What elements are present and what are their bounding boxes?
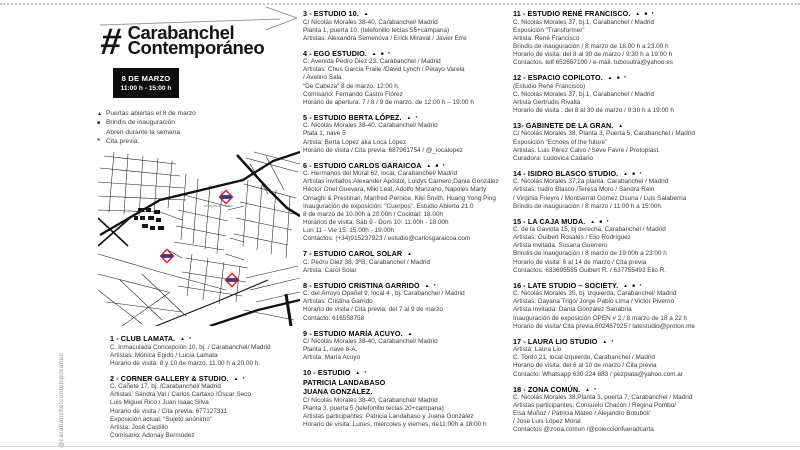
listing-line: Artista: María Acuyo xyxy=(303,354,361,362)
listing-item xyxy=(303,113,518,155)
listing-line: C/ Nicolás Morales 38-40, Carabanchel/ Madrid xyxy=(303,396,438,404)
listing-symbols-icon: ▲ ■ * xyxy=(607,75,628,81)
legend-bullet-icon: * xyxy=(97,137,101,147)
listing-line: Contacto: 616558758 xyxy=(303,314,365,322)
legend-row xyxy=(97,137,196,146)
listing-line: C. Nicolás Morales 38,Planta 3, puerta 7, Carabanchel / Madrid xyxy=(513,394,693,402)
map-streets xyxy=(98,152,300,326)
listing-line: Contacto: Whatsapp 630 224 883 / pezplata@yahoo.com.ar xyxy=(513,370,683,378)
listing-title-text: 12 - ESPACIO COPILOTO. xyxy=(513,73,603,83)
listing-line: Contactos. telf 652667100 / e-mail. tubosutra@yahoo.es xyxy=(513,58,673,66)
listing-title xyxy=(513,9,798,19)
metro-station-label: Marqués de Vadillo xyxy=(204,204,233,208)
listing-line: Artistas: Dayana Trigo/ Jorge Pablo Lima / Victor Piverno xyxy=(513,298,675,306)
listing-line: “De Cabeza” 8 de marzo. 12:00 h. xyxy=(303,82,400,90)
listing-line: Artistas: Isidro Blasco /Teresa Moro / Sandra Rein xyxy=(513,186,655,194)
listing-line: C/ Nicolás Morales 38-40, Carabanchel/ Madrid xyxy=(303,338,438,346)
listing-line: Artista: Carol Solar xyxy=(303,266,357,274)
listing-line: Horario de visita: del 8 al 30 de marzo / 9:30 h a 19:00 h xyxy=(513,50,673,58)
listing-symbols-icon: ▲ * xyxy=(585,386,598,392)
listing-line: Planta 3, puerta 5 (telefonillo teclas 20+campana) xyxy=(303,405,444,412)
listing-symbols-icon: ▲ xyxy=(407,251,414,257)
listing-symbols-icon: ▲ * xyxy=(602,338,615,344)
listing-title-text: 15 - LA CAJA MUDA. xyxy=(513,216,586,226)
listing-line: Artista Invitada: Dania González Sanabria xyxy=(513,306,632,314)
listing-title-text: 3 - ESTUDIO 10. xyxy=(303,9,359,18)
listing-title xyxy=(513,281,798,291)
title-lines xyxy=(127,22,265,58)
social-handle: @carabanchelcontemporaneo xyxy=(58,352,65,448)
listing-line: C/ Nicolás Morales 38, Planta 3, Puerta 5, Carabanchel / Madrid xyxy=(513,130,695,138)
listing-line: C. Cañete 17, bj. /Carabanchel/ Madrid xyxy=(110,383,221,391)
listing-item xyxy=(513,281,798,331)
listing-line: Artistas: Mónica Egido / Lucía Lamata xyxy=(110,351,218,359)
listing-line: Artista Gertrudis Rivalta xyxy=(513,98,581,106)
title-line1: Carabanchel xyxy=(127,22,235,43)
listing-line: Planta 1, puerta 10. (telefonillo teclas 55+campana) xyxy=(303,26,450,34)
listing-line: C. Tordo 21, local izquierdo, Carabanchel / Madrid xyxy=(513,354,655,362)
listing-line: C. Nicolás Morales 37,2a planta. Carabanchel / Madrid xyxy=(513,178,669,186)
metro-logo xyxy=(160,249,173,262)
legend-bullet-icon: ■ xyxy=(97,119,101,126)
listing-symbols-icon: ▲ xyxy=(363,11,370,16)
listing-line: Exposición actual. “Sujeto anónimo” xyxy=(110,415,212,423)
listing-line: Artistas: Sandra Val / Carlos Cartaxo /Óscar Seco xyxy=(110,391,251,399)
listing-title-text: 18 - ZONA COMÚN. xyxy=(513,384,581,394)
listing-line: Contactos @zona.comun /@coleccionfueradcarta xyxy=(513,426,654,434)
legend xyxy=(97,109,196,146)
listing-line: Exposición “Transformer” xyxy=(513,26,585,34)
listing-line: Comisario: Adonay Bermúdez xyxy=(110,431,195,439)
metro-logo xyxy=(225,273,238,286)
listing-line: C. Nicolás Morales 38-40. Carabanchel/ Madrid xyxy=(303,122,438,130)
listing-line: Artistas. Luis Pérez Calvo / Séve Favre / Protoplast. xyxy=(513,146,661,154)
listing-item xyxy=(110,334,310,368)
listing-line: Artista: José Castillo xyxy=(110,423,168,431)
listing-line: Horario de visita: 8 y 10 de marzo. 11.00 h a 20.00 h. xyxy=(110,359,261,367)
listing-line: Horario de apertura. 7 / 8 / 9 de marzo. de 12:00 h – 19:00 h xyxy=(303,98,474,106)
listing-item xyxy=(303,368,518,429)
listing-line: Horario de visita / Cita previa. 687961754 / @_localopez xyxy=(303,146,463,154)
listing-line: Horario de visita: del 6 al 10 de marzo / Cita previa xyxy=(513,362,657,370)
listing-line: Artista: Laura Lio xyxy=(513,346,562,354)
listing-title xyxy=(513,73,798,83)
listing-line: Plata 1, nave 5 xyxy=(303,130,346,138)
listing-line: Elsa Muñoz / Patricia Mateo / Alejandro Botubol/ xyxy=(513,410,650,418)
listing-item xyxy=(303,281,518,323)
listing-title-extra: PATRICIA LANDABASO xyxy=(303,377,386,387)
listing-line: Inauguración de exposición: “Cuerpos”. Estudio Abierto 21.0 xyxy=(303,202,474,210)
listing-line: Lun 11 - Vie 15: 15.00h - 19.00h xyxy=(303,226,395,234)
listing-line: Inauguración de exposición OPEN # 2 / 8 marzo de 18 a 22 h xyxy=(513,314,688,322)
listing-line: Horario de visita / Cita previa: del 7 al 9 de marzo xyxy=(303,306,443,314)
street-map xyxy=(98,150,300,326)
listing-item xyxy=(513,121,798,163)
listing-item xyxy=(513,9,798,67)
page-title xyxy=(98,21,265,62)
listing-title-text: 4 - EGO ESTUDIO. xyxy=(303,48,367,58)
listing-item xyxy=(513,217,798,275)
listings-column-middle xyxy=(303,9,518,435)
listing-line: Brindis de inauguración / 8 marzo de 18.00 h a 23.00 h xyxy=(513,42,669,50)
listing-line: Horarios de visita: Sáb 9 - Dom 10: 11.00h - 18.00h xyxy=(303,218,449,226)
listing-symbols-icon: ▲ ■ * xyxy=(635,11,656,16)
listing-symbols-icon: ▲ * xyxy=(424,282,438,288)
map-main-roads xyxy=(98,152,300,326)
listing-symbols-icon: ▲ * xyxy=(355,370,368,376)
legend-label: Brindis de inauguración xyxy=(106,119,175,127)
listing-item xyxy=(513,385,798,435)
listing-line: Exposición “Echoes of the future” xyxy=(513,138,608,146)
listing-line: Horario de visita / Cita previa. 677127311 xyxy=(110,407,228,415)
listing-title xyxy=(110,334,310,344)
listing-line: Artistas: Guibert Rosales / Elio Rodríguez xyxy=(513,234,631,242)
listing-line: 8 de marzo de 10.00h a 20.00h / Cocktail: 18.00h xyxy=(303,210,443,218)
listing-line: Contactos: 633695585 Guibert R. / 637755493 Elio R. xyxy=(513,266,667,274)
listing-line: Luis Miguel Rico / Juan Isaac Silva xyxy=(110,399,209,407)
listing-line: / Avelino Sala xyxy=(303,74,342,82)
listing-line: C/ Nicolás Morales 38-40, Carabanchel/ Madrid xyxy=(303,18,438,26)
listing-line: Artistas participantes: Patricia Landabaso y Juana González xyxy=(303,413,474,421)
listing-line: C. del Arroyo Opañel 9, local 4 , bj. Carabanchel / Madrid xyxy=(303,290,465,298)
legend-row xyxy=(97,128,196,137)
listing-item xyxy=(513,73,798,115)
listing-item xyxy=(303,9,518,43)
listing-symbols-icon: ▲ * xyxy=(180,336,193,341)
legend-row xyxy=(97,109,196,118)
listing-symbols-icon: ▲ * xyxy=(233,375,247,381)
listing-title-text: 8 - ESTUDIO CRISTINA GARRIDO xyxy=(303,280,420,290)
listing-title-extra: JUANA GONZÁLEZ. xyxy=(303,387,373,397)
listing-symbols-icon: ▲ ■ * xyxy=(371,50,392,56)
listing-title xyxy=(303,249,518,259)
listing-title xyxy=(513,169,798,179)
listing-title-text: 13- GABINETE DE LA GRAN. xyxy=(513,120,614,130)
listing-line: Artista: René Francisco xyxy=(513,34,580,42)
listing-symbols-icon: ▲ ■ * xyxy=(426,162,447,168)
listing-title xyxy=(303,329,518,339)
listing-symbols-icon: ▲ * xyxy=(406,114,420,120)
metro-logo xyxy=(219,190,232,203)
listing-title-text: 7 - ESTUDIO CAROL SOLAR xyxy=(303,249,403,259)
listing-line: C. Nicolás Morales 35, bj. izquierda, Carabanchel/ Madrid xyxy=(513,290,677,298)
listing-line: Ornaghi & Prestinari, Manfred Pernice, Kiki Smith, Huang Yong Ping xyxy=(303,194,496,202)
legend-label: Cita previa. xyxy=(106,138,140,146)
listing-line: Brindis de inauguración / 8 marzo / 11:00 h a 15:00h xyxy=(513,202,662,210)
listing-symbols-icon: ▲ xyxy=(407,330,414,336)
listing-item xyxy=(303,329,518,363)
listing-line: / Virginia Frieyro / Montserrat Gómez Osuna / Luis Salaberria xyxy=(513,194,687,202)
listings-column-left xyxy=(110,334,310,446)
listing-symbols-icon: ▲ xyxy=(618,122,625,128)
listing-line: Artista: Berta López aka Loca López xyxy=(303,138,407,146)
legend-label: Puertas abiertas el 8 de marzo xyxy=(106,110,196,118)
legend-row xyxy=(97,118,196,127)
listing-title-text: 11 - ESTUDIO RENÉ FRANCISCO. xyxy=(513,9,631,18)
listing-line: Horario de visita: 6 al 14 de marzo / Cita previa xyxy=(513,258,647,266)
listing-title xyxy=(513,385,798,395)
listing-title-text: 9 - ESTUDIO MARÍA ACUYO. xyxy=(303,328,403,338)
listing-title-text: 10 - ESTUDIO xyxy=(303,368,351,378)
listing-title xyxy=(513,217,798,227)
listing-title xyxy=(303,161,518,171)
listing-line: Artistas: Alexandra Semenova / Erick Miraval / Javier Erre xyxy=(303,34,467,42)
hours-text: 11:00 h - 15:00 h xyxy=(120,84,172,92)
listing-line: Curadora: Ludovica Cadario xyxy=(513,154,593,162)
listing-item xyxy=(513,337,798,379)
listing-title-text: 14 - ISIDRO BLASCO STUDIO. xyxy=(513,168,619,178)
listing-line: C. Pedro Diez 38, 3ºB, Carabanchel / Madrid xyxy=(303,258,431,266)
listing-item xyxy=(110,374,310,440)
listing-line: Planta 1, nave 8-A. xyxy=(303,346,358,354)
date-box xyxy=(113,68,179,98)
listing-item xyxy=(513,169,798,211)
hashtag-glyph: # xyxy=(98,21,124,62)
listing-line: Comisario: Fernando Castro Flórez xyxy=(303,90,403,98)
listing-symbols-icon: ▲ ■ * xyxy=(590,218,611,224)
listing-line: C. Nicolás Morales 37, bj.1, Carabanchel / Madrid xyxy=(513,18,655,26)
listing-item xyxy=(303,249,518,275)
legend-bullet-icon: ▲ xyxy=(97,110,102,117)
listing-line: / Jose Luis López Moral xyxy=(513,418,581,426)
listing-line: Contactos: (+34)915237923 / estudio@carlosgaraicoa.com xyxy=(303,234,471,242)
listing-line: (Estudio René Francisco) xyxy=(513,82,586,90)
listing-title xyxy=(303,9,518,19)
listing-line: Horario de visita. Lunes, miércoles y viernes, de11:00h a 18:00 h xyxy=(303,421,487,429)
listing-title xyxy=(303,113,518,123)
listing-symbols-icon: ▲ ■ * xyxy=(623,282,643,288)
listing-line: Artistas: Cristina Garrido xyxy=(303,298,373,306)
listing-title xyxy=(303,368,518,378)
map-buildings xyxy=(134,208,164,230)
listing-line: Artistas participantes: Consuelo Chacón / Regina Pombo/ xyxy=(513,402,677,410)
listing-line: Héctor Onel Guevara, Miki Leal, Adolfo Manzano, Napoles Marty xyxy=(303,186,487,194)
listing-title-text: 6 - ESTUDIO CARLOS GARAICOA xyxy=(303,160,422,170)
listing-title xyxy=(303,281,518,291)
listings-column-right xyxy=(513,9,798,441)
title-line2: Contemporáneo xyxy=(127,36,265,58)
listing-line: C. Inmaculada Concepción 10, bj. / Carabanchel/ Madrid xyxy=(110,343,271,351)
listing-line: Artistas: Chus García Fraile /David Lynch / Pelayo Varela xyxy=(303,66,465,74)
listing-title-text: 17 - LAURA LIO STUDIO xyxy=(513,336,598,346)
listing-title xyxy=(513,121,798,131)
listing-line: C. Hermanos del Moral 62, local, Carabanchel/ Madrid xyxy=(303,170,458,178)
date-text: 8 DE MARZO xyxy=(121,74,171,84)
listing-line: Brindis de inauguración / 8 marzo de 19:00h a 23:00 h xyxy=(513,250,667,258)
listing-title-text: 2 - CORNER GALLERY & STUDIO. xyxy=(110,373,229,383)
listing-item xyxy=(303,161,518,243)
listing-title xyxy=(513,337,798,347)
listing-line: C. de la Gaviota 15, bj derecha, Carabanchel / Madrid xyxy=(513,226,666,234)
listing-title-text: 5 - ESTUDIO BERTA LÓPEZ. xyxy=(303,112,402,122)
listing-line: C. Nicolás Morales 37, bj.1, Carabanchel / Madrid xyxy=(513,90,655,98)
listing-title xyxy=(110,374,310,384)
listing-line: Artistas invitados:Alexander Apóstol, Loidys Carnero,Dania González xyxy=(303,178,499,186)
legend-label: Abren durante la semana xyxy=(106,128,181,136)
bottom-cut-line xyxy=(0,446,800,447)
listing-title xyxy=(303,49,518,59)
listing-item xyxy=(303,49,518,107)
listing-line: C. Avenida Pedro Diez 23, Carabanchel / Madrid xyxy=(303,58,441,66)
listing-line: Artista invitada. Susana Guerrero xyxy=(513,242,608,250)
listing-line: Horario de visita/ Cita previa.602487925 / latestudio@proton.me xyxy=(513,322,695,330)
listing-title-text: 1 - CLUB LAMATA. xyxy=(110,334,176,343)
listing-line: Horario de visita : del 8 al 30 de marzo / 9:30 h a 19:00 h xyxy=(513,106,674,114)
listing-title-text: 16 - LATE STUDIO – SOCIETY. xyxy=(513,280,619,290)
listing-symbols-icon: ▲ ■ * xyxy=(623,170,643,176)
